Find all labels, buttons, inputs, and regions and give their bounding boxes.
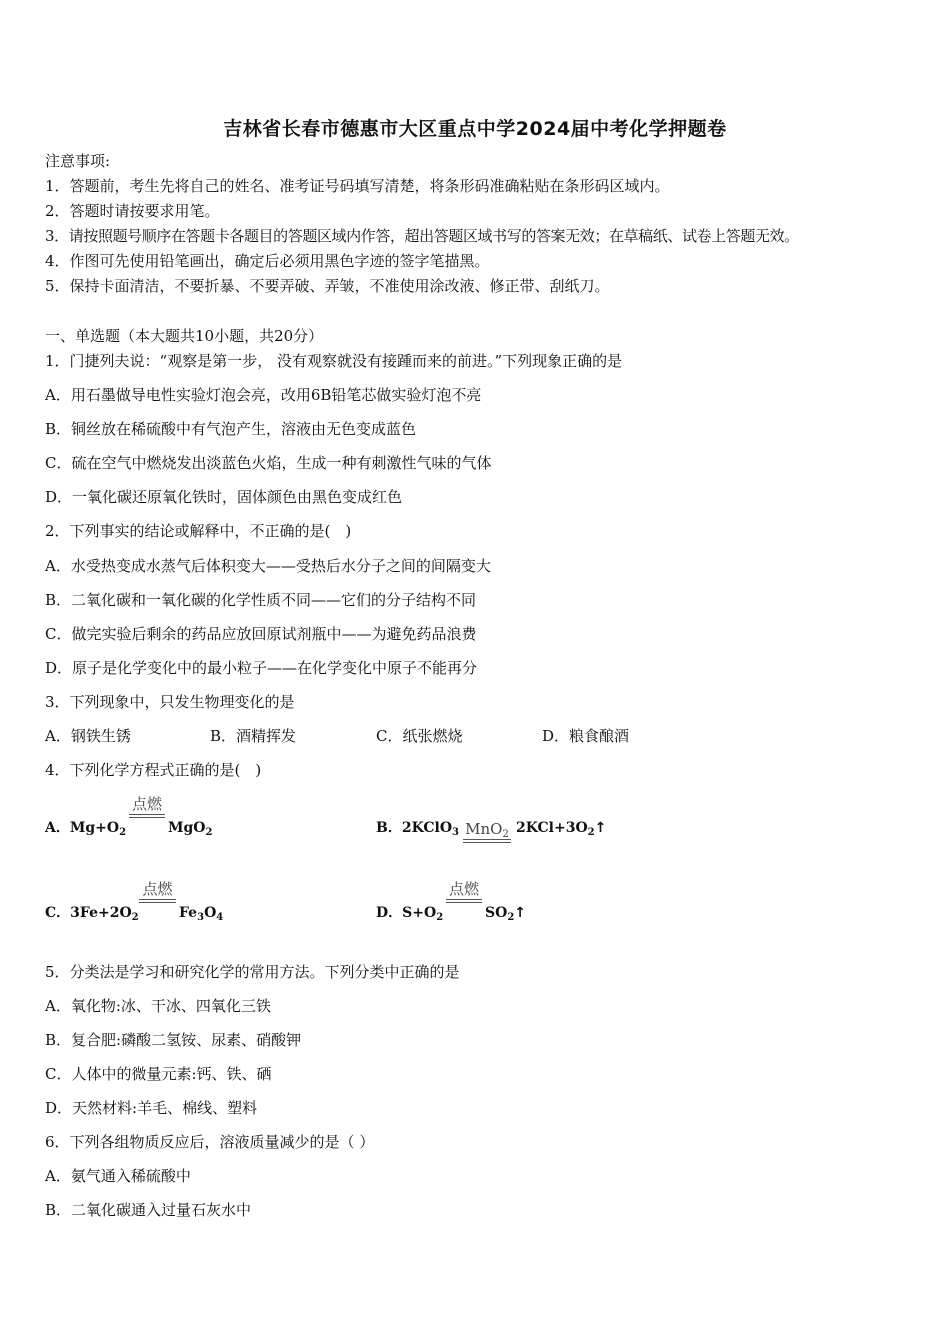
- product-formula: SO: [485, 905, 508, 921]
- option-b: B．二氧化碳和一氧化碳的化学性质不同——它们的分子结构不同: [45, 591, 477, 609]
- option-b: B．复合肥:磷酸二氢铵、尿素、硝酸钾: [45, 1031, 302, 1049]
- reactant: 2KClO: [401, 820, 453, 836]
- option-d: D．粮食酿酒: [542, 727, 630, 745]
- subscript: 2: [205, 827, 213, 838]
- option-d: D．天然材料:羊毛、棉线、塑料: [45, 1099, 258, 1117]
- subscript: 4: [216, 912, 224, 923]
- subscript: 3: [197, 912, 205, 923]
- option-d: D．一氧化碳还原氧化铁时，固体颜色由黑色变成红色: [45, 488, 403, 506]
- condition-ignite: [139, 879, 176, 903]
- question-stem: 3．下列现象中，只发生物理变化的是: [45, 693, 295, 711]
- question-stem: 5．分类法是学习和研究化学的常用方法。下列分类中正确的是: [45, 963, 460, 981]
- section-heading: 一、单选题（本大题共10小题，共20分）: [45, 327, 324, 345]
- product-formula: O: [204, 905, 217, 921]
- equation-b: [376, 818, 459, 838]
- option-a: A．水受热变成水蒸气后体积变大——受热后水分子之间的间隔变大: [45, 557, 491, 575]
- double-line: [446, 899, 482, 903]
- option-a: A．用石墨做导电性实验灯泡会亮，改用6B铅笔芯做实验灯泡不亮: [45, 386, 482, 404]
- option-b: B．酒精挥发: [210, 727, 297, 745]
- reactant: S+O: [402, 905, 437, 921]
- option-label: D．: [376, 905, 403, 921]
- product: [179, 903, 223, 923]
- condition-label: 点燃: [142, 880, 173, 898]
- equation-d: [376, 903, 443, 923]
- notice-item: 3．请按照题号顺序在答题卡各题目的答题区域内作答，超出答题区域书写的答案无效；在草稿纸、试卷上答题无效。: [45, 227, 799, 245]
- product: [168, 818, 212, 838]
- option-c: C．纸张燃烧: [376, 727, 463, 745]
- condition-ignite: [129, 794, 165, 818]
- product-formula: MgO: [168, 820, 206, 836]
- subscript: 2: [507, 912, 515, 923]
- reactant: 3Fe+2O: [70, 905, 132, 921]
- notice-item: 2．答题时请按要求用笔。: [45, 202, 220, 220]
- condition-catalyst: [463, 819, 511, 843]
- subscript: 2: [119, 827, 127, 838]
- question-stem: 1．门捷列夫说：“观察是第一步， 没有观察就没有接踵而来的前进。”下列现象正确的是: [45, 352, 623, 370]
- subscript: 2: [436, 912, 444, 923]
- option-d: D．原子是化学变化中的最小粒子——在化学变化中原子不能再分: [45, 659, 478, 677]
- question-stem: 6．下列各组物质反应后，溶液质量减少的是（ ）: [45, 1133, 375, 1151]
- option-a: A．钢铁生锈: [45, 727, 131, 745]
- option-b: B．铜丝放在稀硫酸中有气泡产生，溶液由无色变成蓝色: [45, 420, 417, 438]
- product: [485, 903, 526, 923]
- question-stem: 4．下列化学方程式正确的是( ): [45, 761, 262, 779]
- condition-label: 点燃: [131, 795, 162, 813]
- subscript: 2: [587, 827, 595, 838]
- double-line: [129, 814, 165, 818]
- product-formula: 2KCl+3O: [516, 820, 588, 836]
- notice-item: 5．保持卡面清洁，不要折暴、不要弄破、弄皱，不准使用涂改液、修正带、刮纸刀。: [45, 277, 610, 295]
- condition-ignite: [446, 879, 482, 903]
- equation-a: [45, 818, 126, 838]
- gas-arrow-icon: ↑: [514, 905, 527, 921]
- option-label: B．: [376, 820, 402, 836]
- catalyst-formula: MnO: [465, 820, 503, 838]
- option-b: B．二氧化碳通入过量石灰水中: [45, 1201, 252, 1219]
- page-title: 吉林省长春市德惠市大区重点中学2024届中考化学押题卷: [223, 118, 727, 140]
- option-c: C．硫在空气中燃烧发出淡蓝色火焰，生成一种有刺激性气味的气体: [45, 454, 492, 472]
- option-label: C．: [45, 905, 71, 921]
- notice-item: 1．答题前，考生先将自己的姓名、准考证号码填写清楚，将条形码准确粘贴在条形码区域内。: [45, 177, 670, 195]
- notice-item: 4．作图可先使用铅笔画出，确定后必须用黑色字迹的签字笔描黑。: [45, 252, 490, 270]
- option-a: A．氨气通入稀硫酸中: [45, 1167, 191, 1185]
- condition-label: 点燃: [448, 880, 479, 898]
- option-a: A．氧化物:冰、干冰、四氧化三铁: [45, 997, 271, 1015]
- product: [516, 818, 606, 838]
- option-c: C．人体中的微量元素:钙、铁、硒: [45, 1065, 272, 1083]
- equation-c: [45, 903, 139, 923]
- gas-arrow-icon: ↑: [594, 820, 607, 836]
- product-formula: Fe: [179, 905, 198, 921]
- option-label: A．: [45, 820, 70, 836]
- condition-label: [463, 819, 511, 839]
- subscript: 2: [502, 829, 509, 840]
- reactant: Mg+O: [69, 820, 120, 836]
- double-line: [139, 899, 176, 903]
- subscript: 2: [131, 912, 139, 923]
- option-c: C．做完实验后剩余的药品应放回原试剂瓶中——为避免药品浪费: [45, 625, 477, 643]
- subscript: 3: [452, 827, 460, 838]
- notice-heading: 注意事项:: [45, 152, 111, 170]
- question-stem: 2．下列事实的结论或解释中，不正确的是( ): [45, 522, 352, 540]
